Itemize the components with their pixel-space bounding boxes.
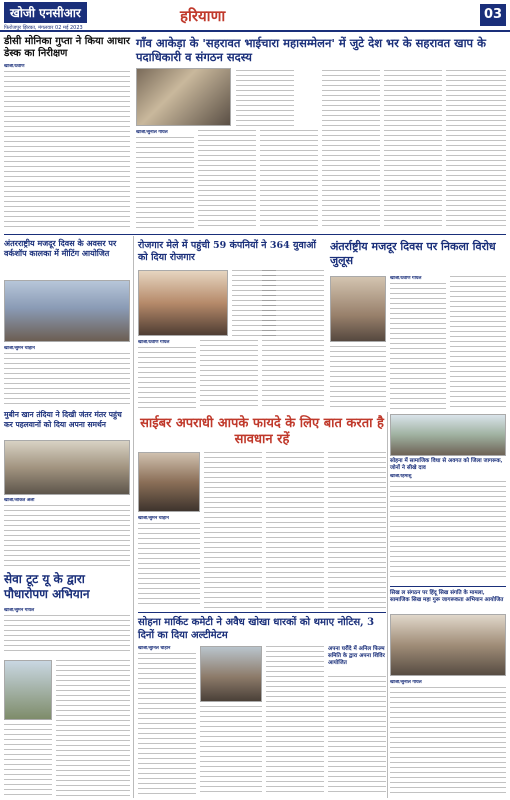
story-8-body bbox=[4, 608, 130, 656]
story-2-body-col-1 bbox=[136, 130, 194, 230]
story-5-body-col-2 bbox=[450, 276, 506, 410]
story-10-body bbox=[390, 474, 506, 582]
story-1-byline: खोजी/प्रवीण bbox=[4, 64, 25, 69]
story-2-photo bbox=[136, 68, 231, 126]
story-2-byline: खोजी/सुनील गोयल bbox=[136, 130, 168, 135]
divider bbox=[4, 234, 506, 235]
story-1-body bbox=[4, 64, 130, 232]
story-4-byline: खोजी/प्रवीण गोयल bbox=[138, 340, 170, 345]
story-12-body bbox=[328, 676, 386, 796]
story-7-body-col-1 bbox=[138, 516, 200, 608]
issue-date: फिरोजपुर झिरका, मंगलवार 02 मई 2023 bbox=[4, 25, 83, 31]
story-10-byline: खोजी/हिमांशु bbox=[390, 474, 412, 479]
story-4-body-col-1 bbox=[138, 340, 196, 410]
story-2-body-col-5 bbox=[322, 70, 380, 230]
column-rule bbox=[387, 412, 388, 798]
story-8-headline: सेवा टूट यू के द्वारा पौधारोपण अभियान bbox=[4, 572, 90, 601]
story-3-body bbox=[4, 346, 130, 406]
story-11-byline: खोजी/सुनील गोयल bbox=[390, 680, 422, 685]
story-7-body-col-3 bbox=[266, 452, 324, 608]
story-6-byline: खोजी/शौकत अली bbox=[4, 498, 35, 503]
story-9-body-col-2 bbox=[200, 706, 262, 796]
story-10-photo bbox=[390, 414, 506, 456]
story-4-photo bbox=[138, 270, 228, 336]
story-9-byline: खोजी/सुनिल चौहान bbox=[138, 646, 171, 651]
story-9-body-col-1 bbox=[138, 646, 196, 796]
story-4-headline: रोजगार मेले में पहुंची 59 कंपनियों ने 364 युवाओं को दिया रोजगार bbox=[138, 240, 316, 263]
story-8-photo bbox=[4, 660, 52, 720]
story-5-photo bbox=[330, 276, 386, 342]
story-2-body-col-4 bbox=[260, 130, 318, 230]
story-11-body bbox=[390, 680, 506, 796]
brand-name: खोजी एनसीआर bbox=[4, 2, 87, 23]
story-6-body bbox=[4, 498, 130, 570]
section-title: हरियाणा bbox=[180, 7, 226, 25]
story-2-body-col-2 bbox=[198, 130, 256, 230]
story-11-photo bbox=[390, 614, 506, 676]
story-7-byline: खोजी/सुमन चौहान bbox=[138, 516, 169, 521]
story-3-photo bbox=[4, 280, 130, 342]
masthead-brand-block bbox=[4, 2, 87, 31]
masthead bbox=[0, 0, 510, 32]
story-10-headline: सोहना में सामाजिक विधा से अवगत को जिला जागरूक, जोनों ने सीखे दाव bbox=[390, 458, 503, 471]
story-8-byline: खोजी/सुमन गोयल bbox=[4, 608, 35, 613]
story-5-byline: खोजी/प्रवीण गोयल bbox=[390, 276, 422, 281]
story-6-photo bbox=[4, 440, 130, 495]
story-8-body-3 bbox=[4, 724, 52, 796]
story-7-body-col-2 bbox=[204, 452, 262, 608]
story-1-text bbox=[4, 71, 130, 231]
column-rule bbox=[133, 236, 134, 798]
divider bbox=[138, 612, 386, 613]
story-6-headline: मुबीन खान तंदिया ने दिखी जंतर मंतर पहुंच कर पहलवानों को दिया अपना समर्थन bbox=[4, 410, 122, 429]
page-number: 03 bbox=[480, 4, 506, 26]
story-7-photo bbox=[138, 452, 200, 512]
story-1-headline: डीसी मोनिका गुप्ता ने किया आधार डेस्क का निरीक्षण bbox=[4, 36, 130, 59]
story-9-body-col-3 bbox=[266, 646, 324, 796]
story-5-body-col-1 bbox=[390, 276, 446, 410]
story-2-headline: गाँव आकेड़ा के 'सहरावत भाईचारा महासम्मेलन' में जुटे देश भर के सहरावत खाप के पदाधिकारी व संगठन सदस्य bbox=[136, 36, 486, 64]
story-7-headline: साईबर अपराधी आपके फायदे के लिए बात करता है सावधान रहें bbox=[140, 416, 384, 447]
story-7-body-col-4 bbox=[328, 452, 386, 608]
story-8-body-2 bbox=[56, 660, 130, 796]
story-12-headline: अपना घरौंदे में अनिल फिल्म समिति के द्वारा अपना शिविर आयोजित bbox=[328, 646, 385, 666]
story-2-body-col-3 bbox=[236, 70, 294, 130]
story-9-photo bbox=[200, 646, 262, 702]
story-5-headline: अंतर्राष्ट्रीय मजदूर दिवस पर निकला विरोध जुलूस bbox=[330, 240, 496, 267]
story-11-headline: सिख ल संगठन पर हिंदू सिख संगति के मामला, सामाजिक सिख महा गुरू जागरूकता अभियान आयोजित bbox=[390, 590, 504, 603]
story-4-body-col-2 bbox=[200, 340, 258, 410]
story-2-body-col-6 bbox=[384, 70, 442, 230]
story-2-body-col-7 bbox=[446, 70, 506, 230]
story-3-byline: खोजी/सुमन चौहान bbox=[4, 346, 35, 351]
divider bbox=[390, 586, 506, 587]
story-5-body-col-3 bbox=[330, 346, 386, 410]
story-9-headline: सोहना मार्किट कमेटी ने अवैध खोखा धारकों को थमाए नोटिस, 3 दिनों का दिया अल्टीमेटम bbox=[138, 617, 375, 641]
story-3-headline: अंतरराष्ट्रीय मजदूर दिवस के अवसर पर वर्कशॉप कालका में मीटिंग आयोजित bbox=[4, 238, 117, 258]
story-4-body-col-4 bbox=[262, 270, 324, 410]
